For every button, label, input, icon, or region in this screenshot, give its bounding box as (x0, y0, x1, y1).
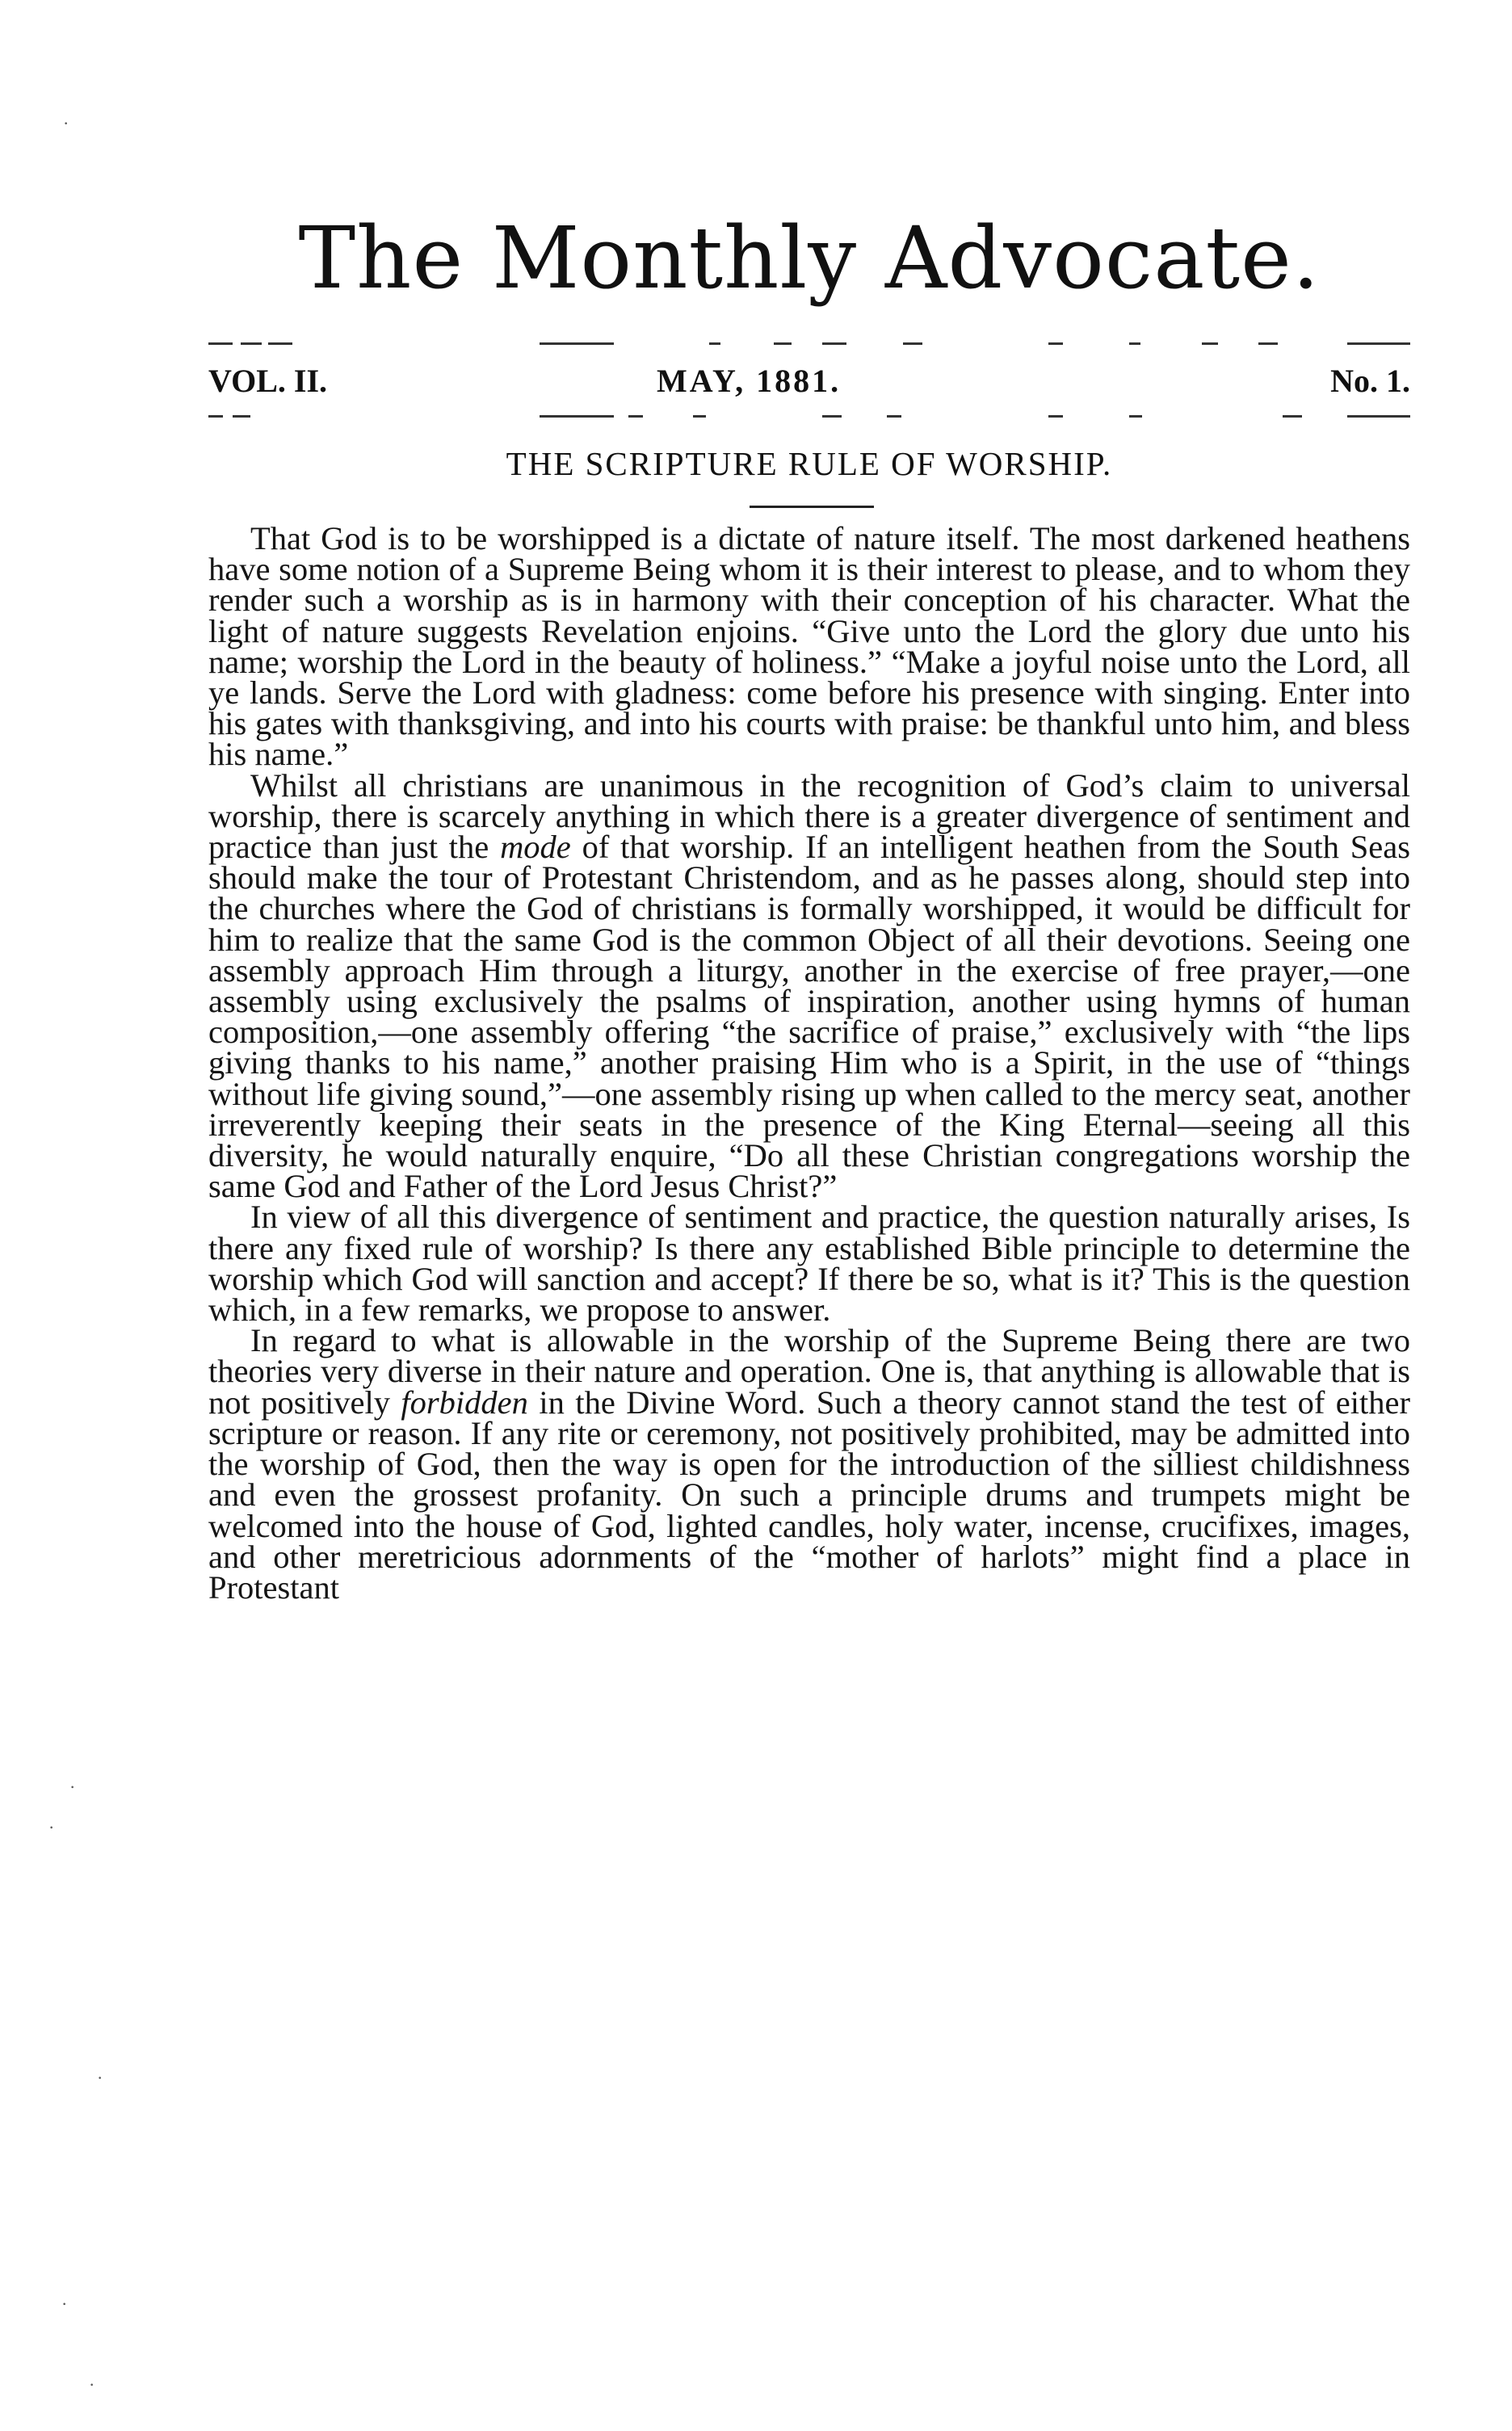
scan-speck: · (61, 2294, 68, 2314)
paragraph-4: In regard to what is allowable in the worship of the Supreme Being there are two theories very diverse in their nature and operation. One is, that anything is allowable that is not positively forbidden in the Divine Word. Such a theory cannot stand the test of either scripture or reason. If any rite or ceremony, not positively prohibited, may be admitted into the worship of God, then the way is open for the introduction of the silliest childishness and even the grossest profanity. On such a principle drums and trumpets might be welcomed into the house of God, lighted candles, holy water, incense, crucifixes, images, and other meretricious adornments of the “mother of harlots” might find a place in Protestant (208, 1322, 1410, 1606)
volume-label: VOL. II. (208, 363, 328, 399)
issue-date: MAY, 1881. (657, 363, 842, 399)
paragraph-1: That God is to be worshipped is a dictate of nature itself. The most darkened heathens have some notion of a Supreme Being whom it is their interest to please, and to whom they render such a worship as is in harmony with their conception of his character. What the light of nature suggests Revelation enjoins. “Give unto the Lord the glory due unto his name; worship the Lord in the beauty of holiness.” “Make a joyful noise unto the Lord, all ye lands. Serve the Lord with gladness: come before his presence with singing. Enter into his gates with thanksgiving, and into his courts with praise: be thankful unto him, and bless his name.” (208, 520, 1410, 773)
scan-speck: · (97, 2068, 103, 2088)
scan-speck: · (63, 113, 69, 133)
emphasis-mode: mode (500, 829, 571, 866)
masthead-title: The Monthly Advocate. (298, 208, 1321, 308)
paragraph-2: Whilst all christians are unanimous in the recognition of God’s claim to universal worship, there is scarcely anything in which there is a greater divergence of sentiment and practice than just the mode of that worship. If an intelligent heathen from the South Seas should make the tour of Protestant Christendom, and as he passes along, should step into the churches where the God of christians is formally worshipped, it would be difficult for him to realize that the same God is the common Object of all their devotions. Seeing one assembly approach Him through a liturgy, another in the exercise of free prayer,—one assembly using exclusively the psalms of inspiration, another using hymns of human composition,—one assembly offering “the sacrifice of praise,” exclusively with “the lips giving thanks to his name,” another praising Him who is a Spirit, in the use of “things without life giving sound,”—one assembly rising up when called to the mercy seat, another irreverently keeping their seats in the presence of the King Eternal—seeing all this diversity, he would naturally enquire, “Do all these Christian congregations worship the same God and Father of the Lord Jesus Christ?” (208, 766, 1410, 1205)
top-ornament-rule (208, 342, 1410, 347)
issue-number: No. 1. (1330, 363, 1410, 399)
article-title: THE SCRIPTURE RULE OF WORSHIP. (506, 445, 1113, 482)
title-divider (750, 506, 874, 508)
paragraph-3: In view of all this divergence of sentiment and practice, the question naturally arises, Is there any fixed rule of worship? Is there any established Bible principle to determine the worship which God will sanction and accept? If there be so, what is it? This is the question which, in a few remarks, we propose to answer. (208, 1199, 1410, 1329)
scan-speck: · (89, 2374, 95, 2395)
emphasis-forbidden: forbidden (401, 1383, 528, 1421)
article-body (208, 520, 1410, 1606)
scan-speck: · (48, 1817, 55, 1837)
bottom-ornament-rule (208, 415, 1410, 420)
scan-speck: · (69, 1777, 76, 1797)
